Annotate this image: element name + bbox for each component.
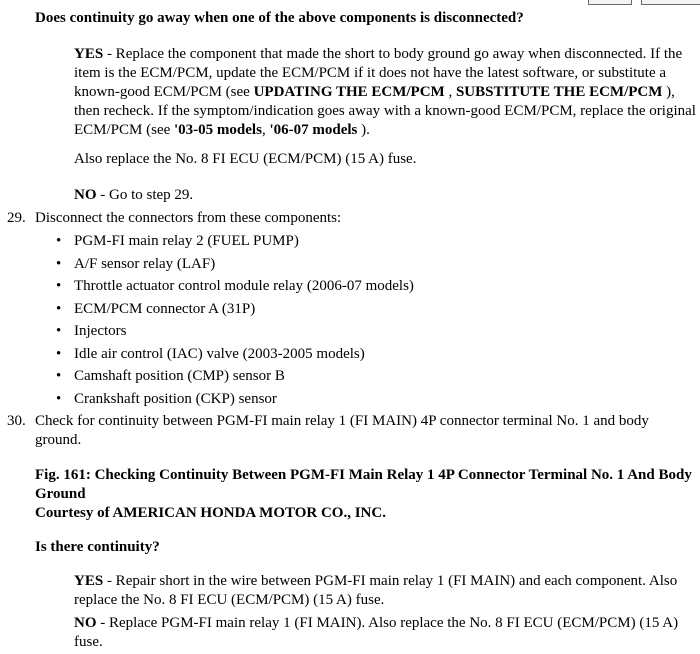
yes-text-c: ), then recheck. If the symptom/indication goes away with a known-good ECM/PCM, replace the original ECM/PCM (see <box>74 84 696 138</box>
component-list <box>56 232 414 412</box>
bullet-icon: • <box>56 278 62 294</box>
no-answer-block-2 <box>74 614 696 652</box>
step-text: Disconnect the connectors from these components: <box>35 210 342 226</box>
step-number: 30. <box>7 413 26 429</box>
yes-label: YES <box>74 573 104 589</box>
yes-label: YES <box>74 46 104 62</box>
link-03-05-models[interactable]: '03-05 models <box>174 122 262 138</box>
step-text: Check for continuity between PGM-FI main relay 1 (FI MAIN) 4P connector terminal No. 1 and body ground. <box>35 413 649 448</box>
list-item: • Camshaft position (CMP) sensor B <box>56 368 285 384</box>
link-updating-ecm-pcm[interactable]: UPDATING THE ECM/PCM <box>253 84 445 100</box>
bullet-icon: • <box>56 323 62 339</box>
step-number: 29. <box>7 210 26 226</box>
top-button-right[interactable] <box>641 0 700 5</box>
bullet-icon: • <box>56 300 62 317</box>
bullet-icon: • <box>56 368 62 384</box>
yes-text-e: ). <box>357 122 370 138</box>
no-label: NO <box>74 187 97 203</box>
list-item: • PGM-FI main relay 2 (FUEL PUMP) <box>56 233 299 249</box>
top-button-left[interactable] <box>588 0 632 5</box>
figure-caption: Fig. 161: Checking Continuity Between PGM-FI Main Relay 1 4P Connector Terminal No. 1 And Body Ground <box>35 467 692 502</box>
link-06-07-models[interactable]: '06-07 models <box>269 122 358 138</box>
no-label: NO <box>74 615 97 631</box>
fuse-replace-note: Also replace the No. 8 FI ECU (ECM/PCM) (15 A) fuse. <box>74 151 417 167</box>
yes-text-d: , <box>261 122 270 138</box>
list-item: • A/F sensor relay (LAF) <box>56 255 216 272</box>
no-text: - Go to step 29. <box>96 187 194 203</box>
yes-text: - Repair short in the wire between PGM-FI main relay 1 (FI MAIN) and each component. Also replace the No. 8 FI ECU (ECM/PCM) (15 A) fuse. <box>74 573 678 608</box>
yes-text-a: - Replace the component that made the short to body ground go away when disconnected. If the item is the ECM/PCM, update the ECM/PCM if it does not have the latest software, or substitute a known-good ECM/PCM (see <box>74 46 683 100</box>
bullet-icon: • <box>56 345 62 362</box>
figure-courtesy: Courtesy of AMERICAN HONDA MOTOR CO., INC. <box>35 505 386 521</box>
list-item: • Idle air control (IAC) valve (2003-2005 models) <box>56 345 365 362</box>
yes-text-b: , <box>444 84 456 100</box>
list-item: • Crankshaft position (CKP) sensor <box>56 390 277 407</box>
figure-caption-block <box>35 466 695 523</box>
question-is-there-continuity: Is there continuity? <box>35 539 160 555</box>
link-substitute-ecm-pcm[interactable]: SUBSTITUTE THE ECM/PCM <box>455 84 663 100</box>
list-item: • Injectors <box>56 323 127 339</box>
bullet-icon: • <box>56 233 62 249</box>
bullet-icon: • <box>56 255 62 272</box>
list-item: • Throttle actuator control module relay (2006-07 models) <box>56 278 414 294</box>
no-answer-block <box>74 186 696 205</box>
yes-answer-block <box>74 45 696 140</box>
yes-answer-block-2 <box>74 572 696 610</box>
no-text: - Replace PGM-FI main relay 1 (FI MAIN). Also replace the No. 8 FI ECU (ECM/PCM) (15 A) fuse. <box>74 615 679 650</box>
question-continuity-goes-away: Does continuity go away when one of the above components is disconnected? <box>35 10 524 26</box>
bullet-icon: • <box>56 390 62 407</box>
list-item: • ECM/PCM connector A (31P) <box>56 300 256 317</box>
